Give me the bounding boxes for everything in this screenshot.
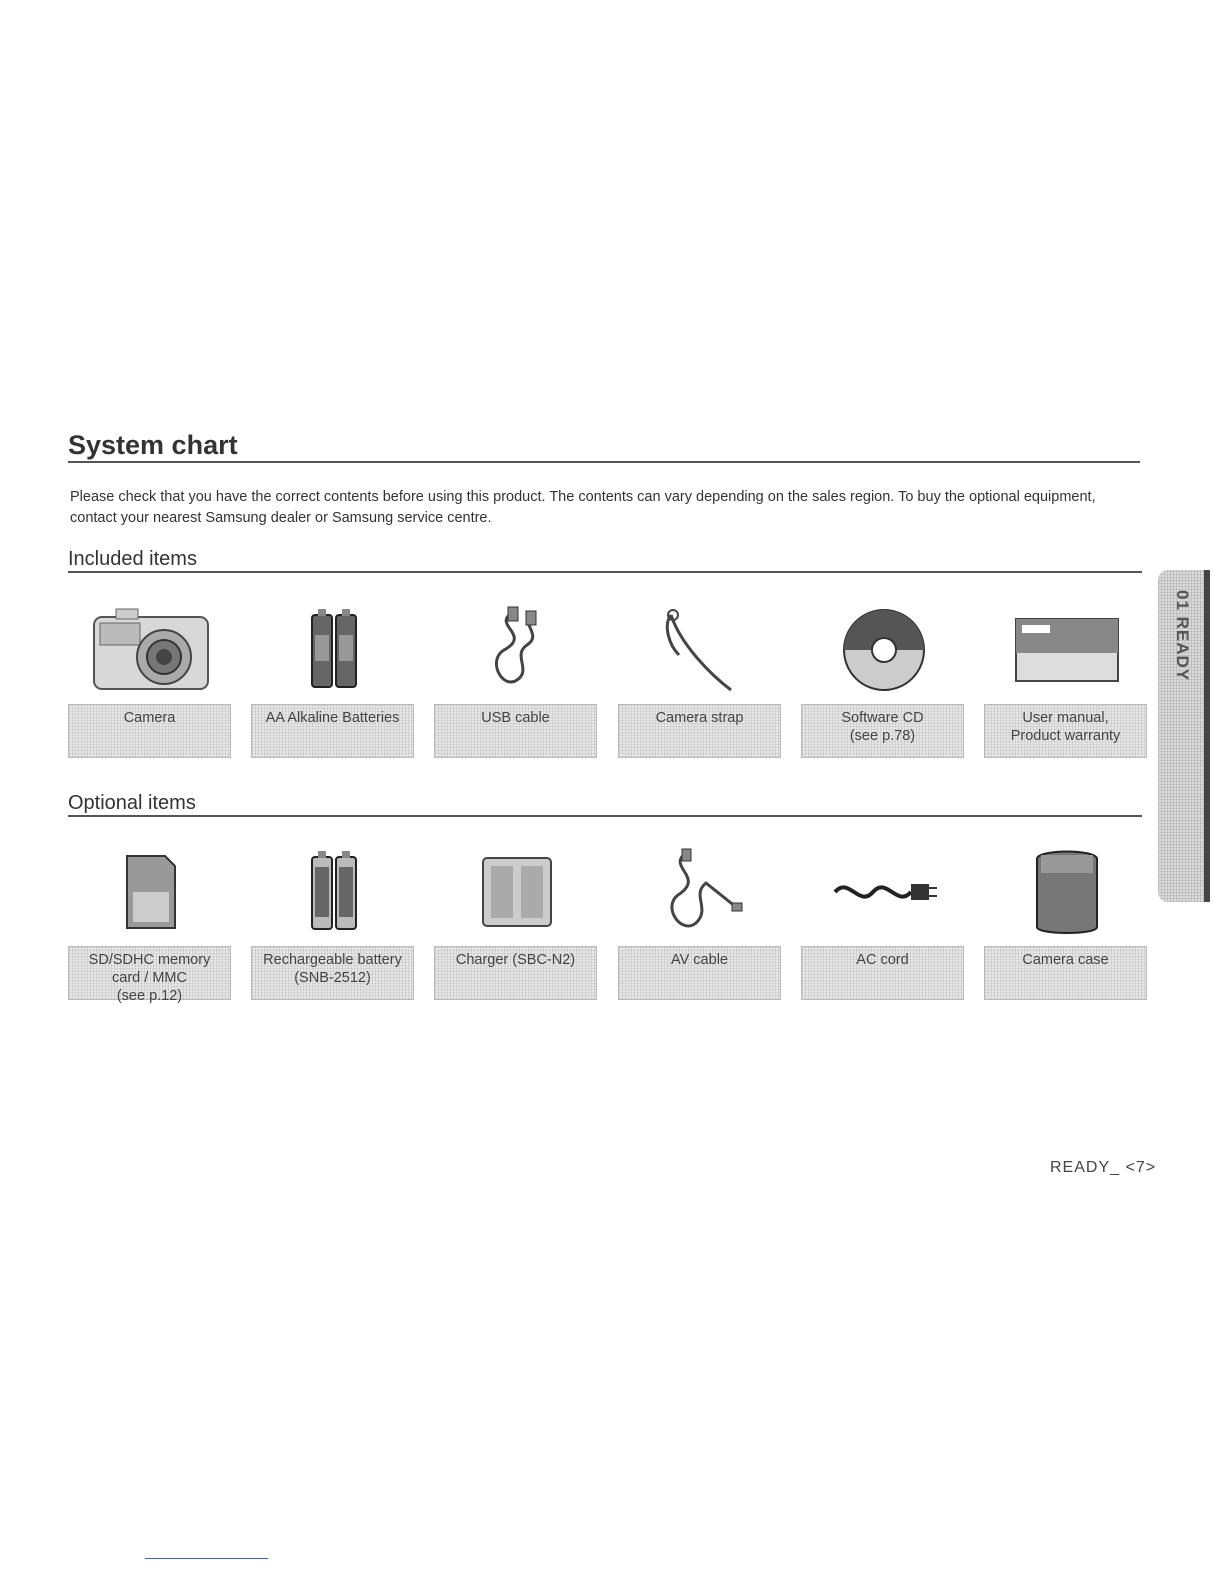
item-label: SD/SDHC memory card / MMC (see p.12)	[68, 946, 231, 1000]
usb-cable-icon	[434, 600, 599, 700]
item-camera	[68, 600, 233, 770]
item-memory-card	[68, 842, 233, 1012]
item-label: Charger (SBC-N2)	[434, 946, 597, 1000]
item-rechargeable-battery	[251, 842, 416, 1012]
manual-icon	[984, 600, 1149, 700]
intro-paragraph: Please check that you have the correct contents before using this product. The contents can vary depending on the sales region. To buy the optional equipment, contact your nearest Samsung dealer or Samsung service centre.	[70, 489, 1096, 526]
item-ac-cord	[801, 842, 966, 1012]
cd-icon	[801, 600, 966, 700]
item-av-cable	[618, 842, 783, 1012]
camera-case-icon	[984, 842, 1149, 942]
item-label: Camera case	[984, 946, 1147, 1000]
memory-card-icon	[68, 842, 233, 942]
rechargeable-battery-icon	[251, 842, 416, 942]
item-usb-cable	[434, 600, 599, 770]
item-label: Camera	[68, 704, 231, 758]
item-camera-case	[984, 842, 1149, 1012]
page-number: READY_ <7>	[1050, 1159, 1157, 1176]
item-aa-batteries	[251, 600, 416, 770]
optional-items-row	[68, 842, 1142, 1012]
item-software-cd	[801, 600, 966, 770]
item-label: Rechargeable battery (SNB-2512)	[251, 946, 414, 1000]
footnote-divider	[145, 1558, 268, 1559]
item-label: Camera strap	[618, 704, 781, 758]
ac-cord-icon	[801, 842, 966, 942]
item-label: Software CD (see p.78)	[801, 704, 964, 758]
included-items-heading: Included items	[68, 547, 1142, 573]
item-label: AV cable	[618, 946, 781, 1000]
av-cable-icon	[618, 842, 783, 942]
optional-items-heading: Optional items	[68, 791, 1142, 817]
charger-icon	[434, 842, 599, 942]
chapter-tab-label: 01 READY	[1173, 590, 1192, 682]
item-label: AA Alkaline Batteries	[251, 704, 414, 758]
included-items-row	[68, 600, 1142, 770]
item-camera-strap	[618, 600, 783, 770]
page-title: System chart	[68, 430, 1140, 463]
item-label: USB cable	[434, 704, 597, 758]
item-label: AC cord	[801, 946, 964, 1000]
strap-icon	[618, 600, 783, 700]
chapter-tab	[1158, 570, 1210, 902]
item-user-manual	[984, 600, 1149, 770]
batteries-icon	[251, 600, 416, 700]
item-label: User manual, Product warranty	[984, 704, 1147, 758]
item-charger	[434, 842, 599, 1012]
camera-icon	[68, 600, 233, 700]
